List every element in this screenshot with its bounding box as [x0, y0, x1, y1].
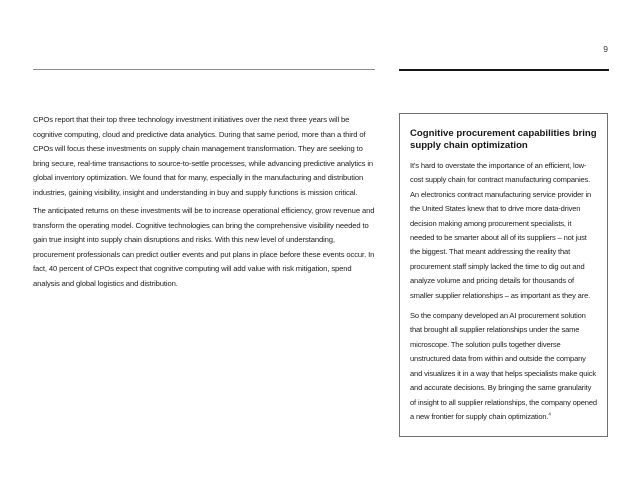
footnote-marker: 4: [548, 411, 551, 417]
main-paragraph-1: CPOs report that their top three technology investment initiatives over the next three years will be cognitive computing, cloud and predictive data analytics. During that same period, more than a third of CPOs will focus these investments on supply chain management transformation. They are seeking to bring secure, real-time transactions to source-to-settle processes, while advancing predictive analytics in global inventory optimization. We found that for many, especially in the manufacturing and distribution industries, gaining visibility, insight and understanding in buy and supply functions is mission critical.: [33, 115, 374, 197]
header-rule-left: [33, 69, 375, 70]
sidebar-title: Cognitive procurement capabilities bring supply chain optimization: [410, 128, 597, 151]
sidebar-paragraph-1: It’s hard to overstate the importance of an efficient, low-cost supply chain for contract manufacturing companies. An electronics contract manufacturing service provider in the United States knew that to drive more data-driven decision making among procurement specialists, it needed to be smarter about all of its suppliers – not just the biggest. That meant addressing the reality that procurement staff simply lacked the time to dig out and analyze volume and pricing details for thousands of smaller supplier relationships – as important as they are.: [410, 161, 592, 300]
main-paragraph-2: The anticipated returns on these investments will be to increase operational efficiency, grow revenue and transform the operating model. Cognitive technologies can bring the comprehensive visibility needed to gain true insight into supply chain disruptions and risks. With this new level of understanding, procurement professionals can predict outlier events and put plans in place before these events occur. In fact, 40 percent of CPOs expect that cognitive computing will add value with risk mitigation, spend analysis and global logistics and distribution.: [33, 206, 375, 288]
sidebar-paragraph-2-text: So the company developed an AI procurement solution that brought all supplier relationships under the same microscope. The solution pulls together diverse unstructured data from within and outside the company and visualizes it in a way that helps specialists make quick and accurate decisions. By bringing the same granularity of insight to all supplier relationships, the company opened a new frontier for supply chain optimization.: [410, 311, 597, 421]
page-number: 9: [603, 44, 608, 54]
main-text-column: [33, 113, 378, 295]
header-rule-right: [399, 69, 609, 71]
sidebar-paragraph-2: [410, 309, 597, 424]
case-study-sidebar: [399, 113, 608, 437]
